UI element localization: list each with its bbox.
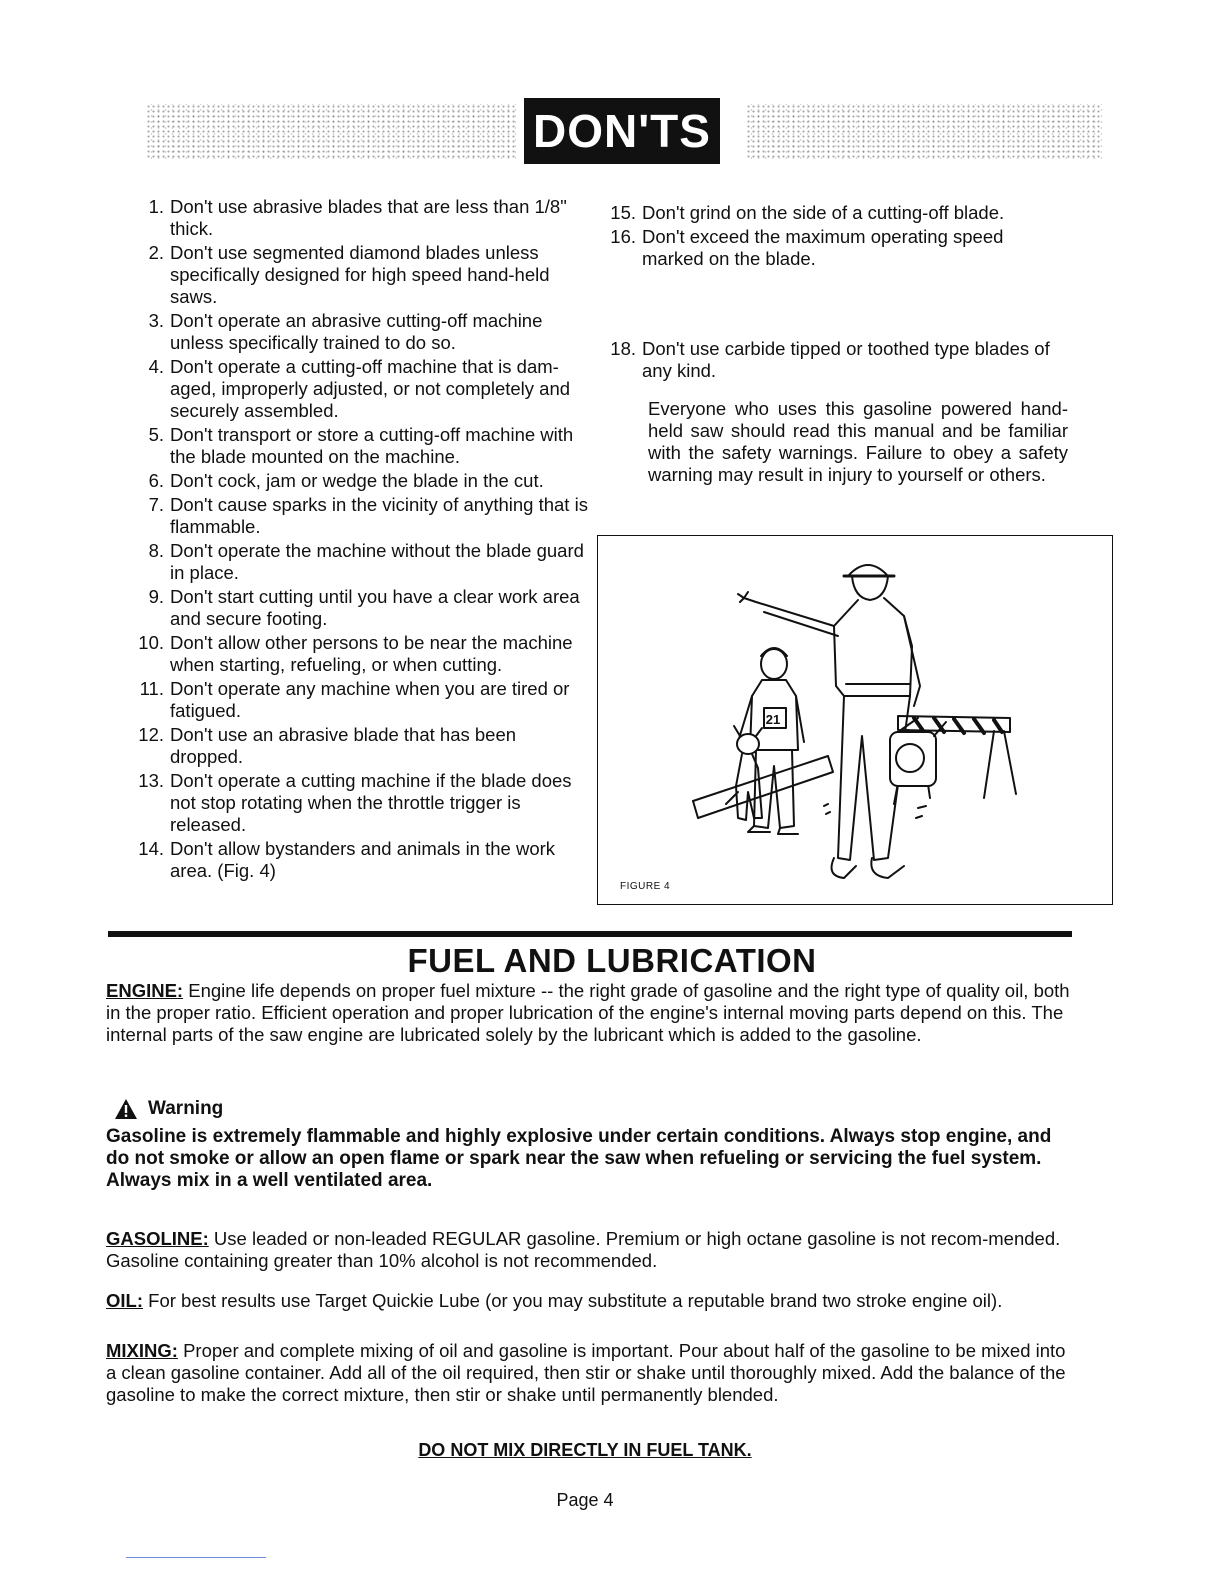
dont-number: 9. — [148, 586, 164, 607]
dont-number: 15. — [610, 202, 636, 223]
dont-text: Don't use segmented diamond blades unless specifically designed for high speed hand-held saws. — [170, 242, 550, 307]
warning-heading — [114, 1098, 223, 1120]
dont-item — [138, 242, 590, 308]
dont-number: 7. — [148, 494, 164, 515]
gasoline-paragraph — [106, 1228, 1074, 1272]
mixing-paragraph — [106, 1340, 1074, 1406]
dont-item — [138, 494, 590, 538]
dont-text: Don't use abrasive blades that are less than 1/8" thick. — [170, 196, 567, 239]
dont-item — [610, 202, 1070, 224]
dont-item — [138, 196, 590, 240]
jersey-number: 21 — [765, 712, 781, 727]
banner-pattern-right — [746, 104, 1102, 160]
dont-item — [138, 424, 590, 468]
warning-icon — [114, 1098, 138, 1120]
dont-number: 6. — [148, 470, 164, 491]
donts-list-right — [610, 202, 1070, 384]
dont-item — [138, 678, 590, 722]
oil-label: OIL: — [106, 1290, 143, 1311]
oil-paragraph — [106, 1290, 1074, 1312]
dont-text: Don't operate the machine without the blade guard in place. — [170, 540, 584, 583]
dont-text: Don't use an abrasive blade that has been dropped. — [170, 724, 517, 767]
section-divider — [108, 931, 1072, 937]
footer-line — [126, 1557, 266, 1558]
bystander-illustration — [598, 536, 1112, 904]
dont-text: Don't transport or store a cutting-off machine with the blade mounted on the machine. — [170, 424, 574, 467]
dont-item — [138, 770, 590, 836]
dont-number: 5. — [148, 424, 164, 445]
dont-item — [138, 724, 590, 768]
donts-title: DON'TS — [524, 98, 720, 164]
gasoline-label: GASOLINE: — [106, 1228, 209, 1249]
dont-text: Don't operate any machine when you are tired or fatigued. — [170, 678, 570, 721]
dont-text: Don't allow other persons to be near the machine when starting, refueling, or when cutting. — [170, 632, 573, 675]
dont-item — [138, 540, 590, 584]
dont-text: Don't operate a cutting-off machine that is dam-aged, improperly adjusted, or not completely and securely assembled. — [170, 356, 571, 421]
dont-number: 18. — [610, 338, 636, 359]
dont-number: 3. — [148, 310, 164, 331]
dont-item — [138, 838, 590, 882]
dont-text: Don't operate a cutting machine if the blade does not stop rotating when the throttle trigger is released. — [170, 770, 572, 835]
mixing-text: Proper and complete mixing of oil and gasoline is important. Pour about half of the gasoline to be mixed into a clean gasoline container. Add all of the oil required, then stir or shake until thoroughly mixed. Add the balance of the gasoline to make the correct mixture, then stir or shake until permanently blended. — [106, 1340, 1066, 1405]
dont-item — [138, 356, 590, 422]
engine-label: ENGINE: — [106, 980, 184, 1001]
dont-number: 12. — [138, 724, 164, 745]
warning-title: Warning — [148, 1098, 224, 1119]
page-number: Page 4 — [556, 1490, 614, 1510]
dont-number: 16. — [610, 226, 636, 247]
dont-item — [138, 632, 590, 676]
dont-item — [138, 470, 590, 492]
warning-text: Gasoline is extremely flammable and highly explosive under certain conditions. Always stop engine, and do not smoke or allow an open flame or spark near the saw when refueling or servicing the fuel system. Always mix in a well ventilated area. — [106, 1126, 1052, 1191]
dont-text: Don't cause sparks in the vicinity of anything that is flammable. — [170, 494, 588, 537]
dont-number: 13. — [138, 770, 164, 791]
dont-text: Don't exceed the maximum operating speed marked on the blade. — [642, 226, 1004, 269]
dont-item — [138, 310, 590, 354]
dont-text: Don't cock, jam or wedge the blade in the cut. — [170, 470, 544, 491]
engine-paragraph — [106, 980, 1074, 1046]
safety-note: Everyone who uses this gasoline powered hand-held saw should read this manual and be familiar with the safety warnings. Failure to obey a safety warning may result in injury to yourself or others. — [648, 398, 1068, 485]
dont-text: Don't use carbide tipped or toothed type blades of any kind. — [642, 338, 1050, 381]
ground-curb — [693, 756, 833, 818]
engine-text: Engine life depends on proper fuel mixture -- the right grade of gasoline and the right type of quality oil, both in the proper ratio. Efficient operation and proper lubrication of the engine's internal moving parts depend on this. The internal parts of the saw engine are lubricated solely by the lubricant which is added to the gasoline. — [106, 980, 1070, 1045]
donts-list-left — [138, 196, 590, 884]
dont-text: Don't allow bystanders and animals in the work area. (Fig. 4) — [170, 838, 556, 881]
banner-pattern-left — [146, 104, 516, 160]
no-mix-notice: DO NOT MIX DIRECTLY IN FUEL TANK. — [418, 1440, 752, 1460]
dont-number: 10. — [138, 632, 164, 653]
dont-number: 2. — [148, 242, 164, 263]
dont-text: Don't start cutting until you have a clear work area and secure footing. — [170, 586, 580, 629]
dont-number: 1. — [148, 196, 164, 217]
gasoline-text: Use leaded or non-leaded REGULAR gasoline. Premium or high octane gasoline is not recom-mended. Gasoline containing greater than 10% alcohol is not recommended. — [106, 1228, 1061, 1271]
dont-text: Don't operate an abrasive cutting-off machine unless specifically trained to do so. — [170, 310, 543, 353]
dont-number: 11. — [139, 678, 164, 699]
dont-number: 14. — [138, 838, 164, 859]
donts-banner — [0, 98, 1224, 168]
dont-item — [610, 226, 1070, 270]
dont-item — [138, 586, 590, 630]
dont-item — [610, 338, 1070, 382]
figure-4 — [597, 535, 1113, 905]
dont-number: 8. — [148, 540, 164, 561]
oil-text: For best results use Target Quickie Lube (or you may substitute a reputable brand two stroke engine oil). — [148, 1290, 1003, 1311]
figure-caption: FIGURE 4 — [620, 881, 671, 892]
dont-text: Don't grind on the side of a cutting-off blade. — [642, 202, 1005, 223]
section-title: FUEL AND LUBRICATION — [407, 942, 817, 979]
dont-number: 4. — [148, 356, 164, 377]
mixing-label: MIXING: — [106, 1340, 178, 1361]
